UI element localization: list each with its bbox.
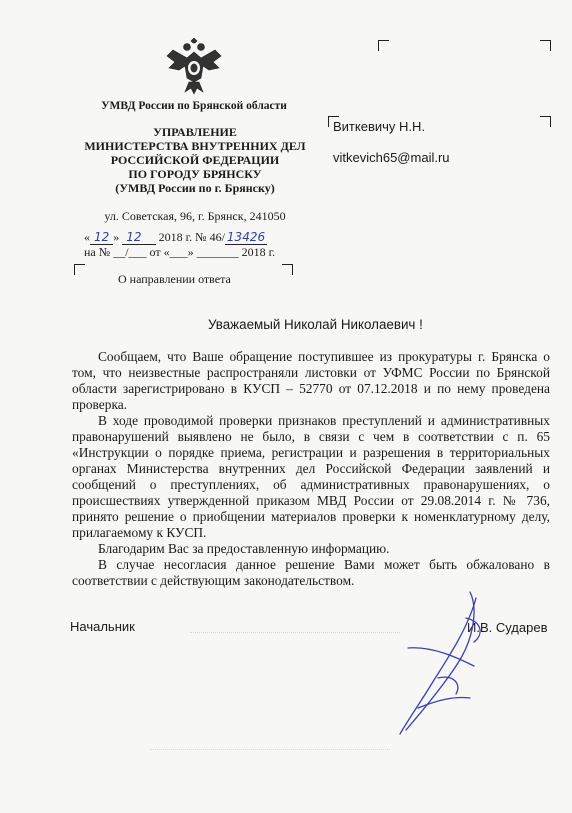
salutation: Уважаемый Николай Николаевич ! bbox=[208, 317, 423, 332]
recipient-corner-tr bbox=[540, 40, 551, 51]
body-paragraph: В ходе проводимой проверки признаков преступлений и административных правонарушений выявлено не было, в связи с чем в соответствии с п. 65 «Инструкции о порядке приема, регистрации и разрешения в территориальных органах Министерства внутренних дел Российской Федерации заявлений и сообщений о преступлениях, об административных правонарушениях, о происшествиях утвержденной приказом МВД России от 29.08.2014 г. № 736, принято решение о приобщении материалов проверки к номенклатурному делу, прилагаемому к КУСП. bbox=[72, 413, 550, 540]
date-open-quote: « bbox=[84, 230, 90, 244]
body-paragraph: Сообщаем, что Ваше обращение поступившее из прокуратуры г. Брянска о том, что неизвестные распространяли листовки от УФМС России по Брянской области зарегистрировано в КУСП – 52770 от 07.12.2018 и по нему проведена проверка. bbox=[72, 349, 550, 412]
signature-position: Начальник bbox=[70, 619, 135, 634]
sender-name-line: РОССИЙСКОЙ ФЕДЕРАЦИИ bbox=[110, 153, 280, 167]
sender-org-short: УМВД России по Брянской области bbox=[101, 100, 287, 112]
body-paragraph: В случае несогласия данное решение Вами может быть обжаловано в соответствии с действующим законодательством. bbox=[72, 557, 550, 588]
subject-corner-left bbox=[74, 264, 85, 275]
handwritten-number: 13426 bbox=[226, 230, 266, 244]
sender-name-line: (УМВД России по г. Брянску) bbox=[115, 181, 275, 195]
recipient-corner-tl bbox=[378, 40, 389, 51]
bleed-through-marks bbox=[150, 742, 390, 753]
handwritten-month: 12 bbox=[122, 230, 155, 245]
date-year-number: 2018 г. № 46/ bbox=[158, 230, 225, 244]
recipient-email: vitkevich65@mail.ru bbox=[333, 150, 450, 165]
recipient-corner-right bbox=[540, 116, 551, 127]
signature-name: И.В. Сударев bbox=[467, 620, 548, 635]
registration-line: « 12 » 12 2018 г. № 46/ 13426 bbox=[84, 230, 266, 244]
subject-line: О направлении ответа bbox=[118, 272, 231, 286]
sender-name-line: ПО ГОРОДУ БРЯНСКУ bbox=[128, 167, 262, 181]
sender-name-line: МИНИСТЕРСТВА ВНУТРЕННИХ ДЕЛ bbox=[84, 139, 306, 153]
body-paragraph: Благодарим Вас за предоставленную информацию. bbox=[98, 541, 390, 556]
letter-body bbox=[72, 349, 550, 589]
reference-line: на № __/___ от «___» _______ 2018 г. bbox=[84, 245, 276, 259]
bleed-through-marks bbox=[190, 625, 400, 636]
sender-full-name bbox=[70, 125, 320, 195]
handwritten-signature bbox=[378, 588, 498, 738]
subject-corner-right bbox=[282, 264, 293, 275]
recipient-name: Виткевичу Н.Н. bbox=[333, 119, 426, 134]
sender-address: ул. Советская, 96, г. Брянск, 241050 bbox=[104, 209, 286, 223]
handwritten-day: 12 bbox=[90, 230, 113, 245]
emblem-logo bbox=[163, 38, 225, 96]
sender-name-line: УПРАВЛЕНИЕ bbox=[153, 125, 237, 139]
